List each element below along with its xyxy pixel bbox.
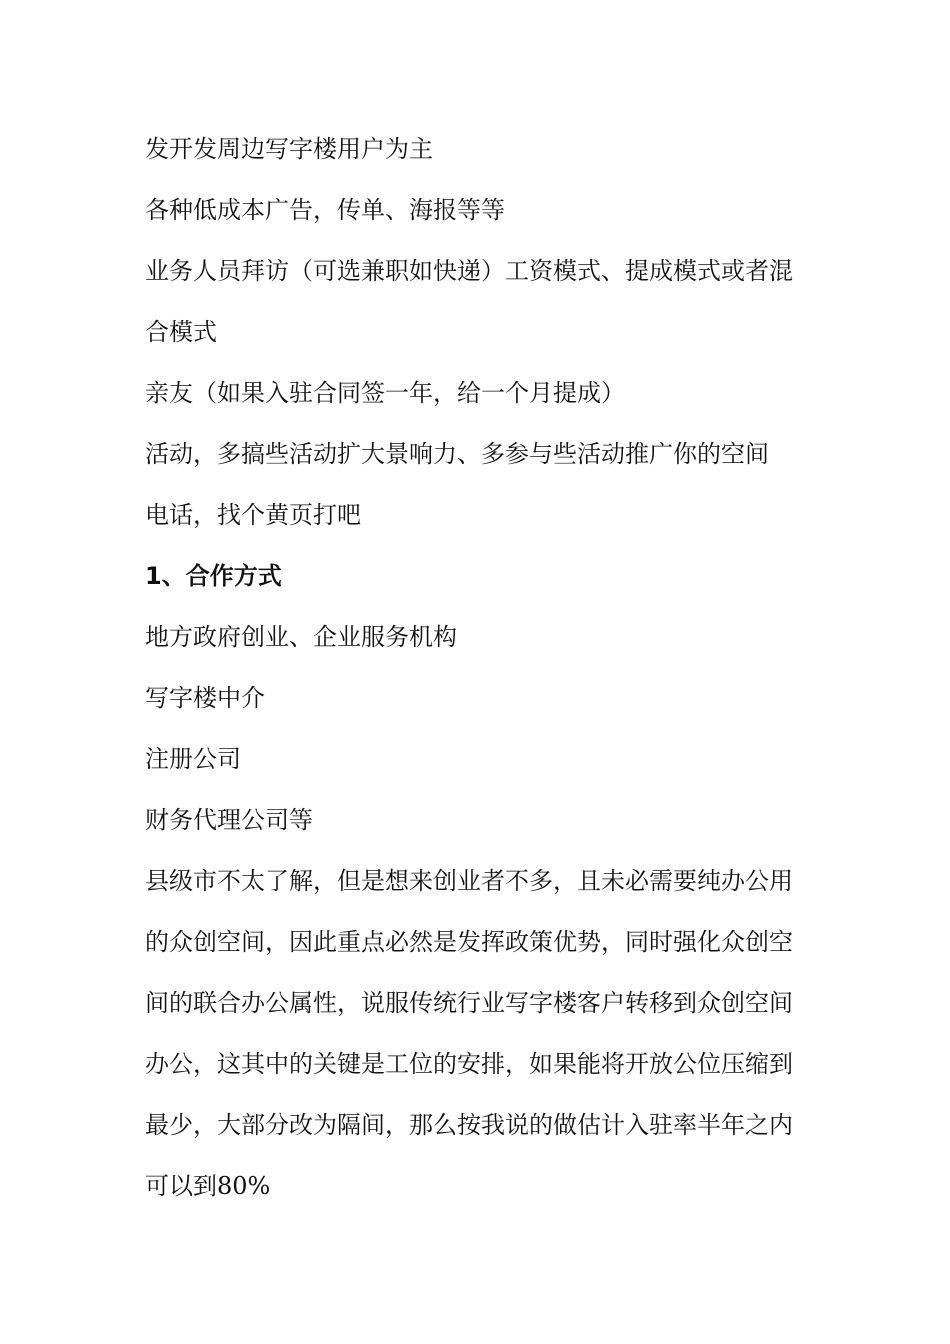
paragraph-5: 活动，多搞些活动扩大景响力、多参与些活动推广你的空间 (145, 440, 769, 468)
paragraph-1: 发开发周边写字楼用户为主 (145, 135, 433, 163)
section-heading: 1、合作方式 (145, 562, 282, 590)
paragraph-11: 县级市不太了解，但是想来创业者不多，且未必需要纯办公用的众创空间，因此重点必然是发挥政策优势，同时强化众创空间的联合办公属性，说服传统行业写字楼客户转移到众创空间办公，这其中的关键是工位的安排，如果能将开放公位压缩到最少，大部分改为隔间，那么按我说的做估计入驻率半年之内可以到80% (145, 867, 793, 1200)
paragraph-8: 写字楼中介 (145, 684, 265, 712)
paragraph-9: 注册公司 (145, 745, 241, 773)
paragraph-6: 电话，找个黄页打吧 (145, 501, 361, 529)
document-body (145, 119, 815, 1217)
paragraph-3: 业务人员拜访（可选兼职如快递）工资模式、提成模式或者混合模式 (145, 257, 793, 346)
paragraph-4: 亲友（如果入驻合同签一年，给一个月提成） (145, 379, 625, 407)
paragraph-2: 各种低成本广告，传单、海报等等 (145, 196, 505, 224)
paragraph-10: 财务代理公司等 (145, 806, 313, 834)
paragraph-7: 地方政府创业、企业服务机构 (145, 623, 457, 651)
